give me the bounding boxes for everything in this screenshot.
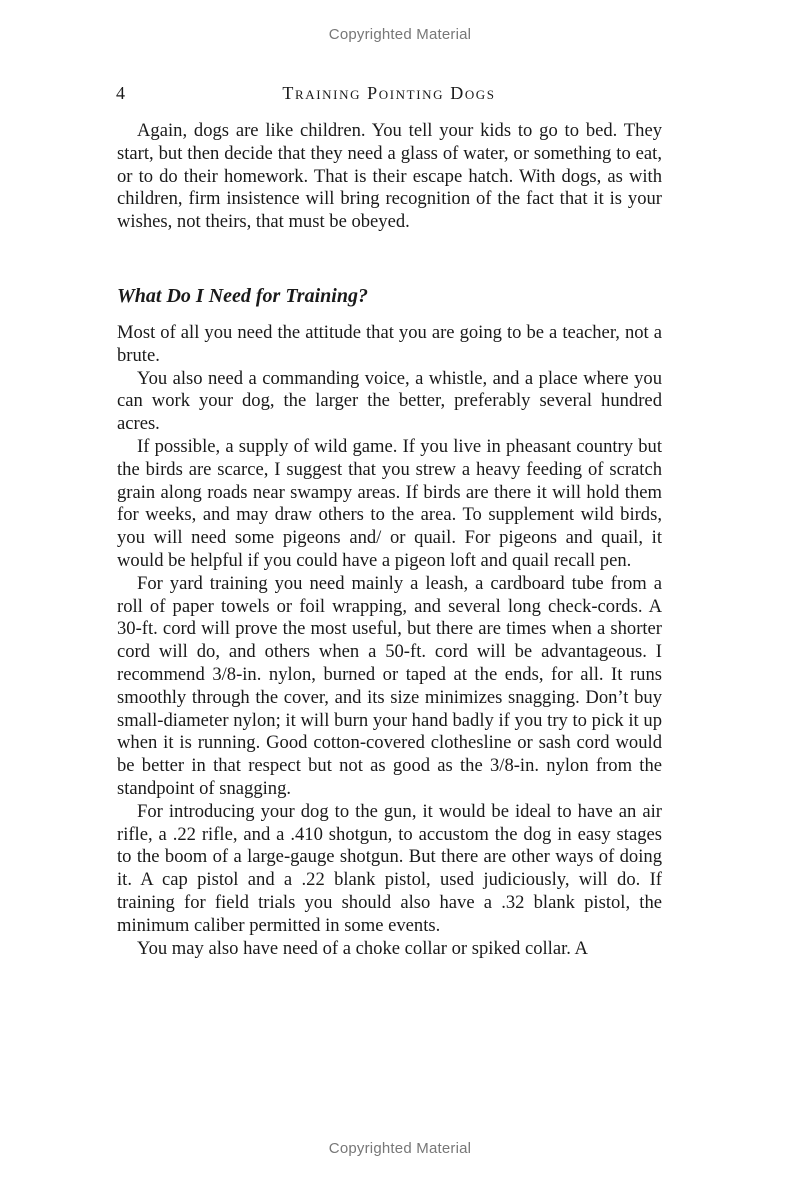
paragraph: Most of all you need the attitude that you are going to be a teacher, not a brute. [117, 322, 662, 366]
paragraph: For yard training you need mainly a leash, a cardboard tube from a roll of paper towels or foil wrapping, and several long check-cords. A 30-ft. cord will prove the most useful, but there are times when a shorter cord will do, and others when a 50-ft. cord will be advantageous. I recommend 3/8-in. nylon, burned or taped at the ends, for all. It runs smoothly through the cover, and its size minimizes snagging. Don’t buy small-diameter nylon; it will burn your hand badly if you try to pick it up when it is running. Good cotton-covered clothesline or sash cord would be better in that respect but not as good as the 3/8-in. nylon from the standpoint of snagging. [117, 572, 662, 799]
section-body [117, 322, 662, 960]
intro-text [117, 120, 662, 234]
copyright-watermark-bottom: Copyrighted Material [328, 1140, 472, 1157]
paragraph: You may also have need of a choke collar or spiked collar. A [137, 937, 588, 959]
copyright-watermark-top: Copyrighted Material [328, 26, 472, 43]
running-head [116, 83, 662, 107]
paragraph: Again, dogs are like children. You tell your kids to go to bed. They start, but then decide that they need a glass of water, or something to eat, or to do their homework. That is their escape hatch. With dogs, as with children, firm insistence will bring recognition of the fact that it is your wishes, not theirs, that must be obeyed. [117, 120, 662, 233]
page-number: 4 [116, 83, 125, 103]
paragraph: You also need a commanding voice, a whistle, and a place where you can work your dog, the larger the better, preferably several hundred acres. [117, 367, 662, 435]
section-heading: What Do I Need for Training? [117, 285, 368, 307]
running-title: Training Pointing Dogs [282, 83, 496, 103]
paragraph: For introducing your dog to the gun, it would be ideal to have an air rifle, a .22 rifle, and a .410 shotgun, to accustom the dog in easy stages to the boom of a large-gauge shotgun. But there are other ways of doing it. A cap pistol and a .22 blank pistol, used judiciously, will do. If training for field trials you should also have a .32 blank pistol, the minimum caliber permitted in some events. [117, 800, 662, 936]
paragraph: If possible, a supply of wild game. If you live in pheasant country but the birds are scarce, I suggest that you strew a heavy feeding of scratch grain along roads near swampy areas. If birds are there it will hold them for weeks, and may draw others to the area. To supplement wild birds, you will need some pigeons and/ or quail. For pigeons and quail, it would be helpful if you could have a pigeon loft and quail recall pen. [117, 435, 662, 571]
